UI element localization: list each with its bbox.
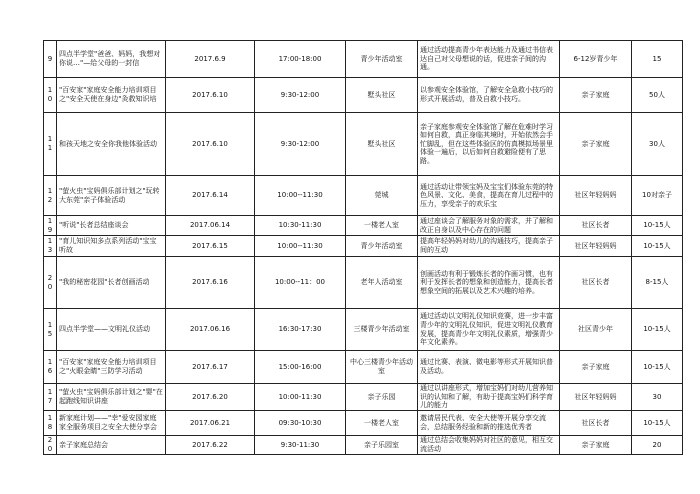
cell-time: 9:30-12:00 <box>255 78 346 113</box>
cell-time: 10:00--11:30 <box>255 176 346 216</box>
cell-target: 社区青少年 <box>560 309 632 351</box>
cell-name: "我的秘密花园"长者创画活动 <box>57 257 166 309</box>
table-row <box>44 176 683 216</box>
cell-name: 亲子家庭总结会 <box>57 436 166 455</box>
table-row <box>44 236 683 257</box>
cell-desc: 通过活动提高青少年表达能力及通过书信表达自己对父母想说的话，促进亲子间的沟通。 <box>418 41 560 78</box>
cell-date: 2017.6.10 <box>166 113 255 176</box>
cell-date: 2017.6.17 <box>166 351 255 384</box>
cell-count: 30人 <box>632 113 683 176</box>
cell-desc: 以参观安全体验馆，了解安全急救小技巧的形式开展活动，普及自救小技巧。 <box>418 78 560 113</box>
table-row <box>44 351 683 384</box>
cell-count: 10-15人 <box>632 309 683 351</box>
cell-time: 15:00-16:00 <box>255 351 346 384</box>
cell-date: 2017.6.10 <box>166 78 255 113</box>
cell-desc: 提高年轻妈妈对幼儿的沟通技巧，提高亲子间的互动 <box>418 236 560 257</box>
cell-place: 墅头社区 <box>346 78 418 113</box>
cell-target: 社区年轻妈妈 <box>560 176 632 216</box>
cell-idx: 20 <box>44 436 57 455</box>
cell-date: 2017.6.16 <box>166 257 255 309</box>
cell-date: 2017.6.9 <box>166 41 255 78</box>
cell-idx: 11 <box>44 113 57 176</box>
table-body <box>44 41 683 455</box>
cell-place: 三楼青少年活动室 <box>346 309 418 351</box>
cell-count: 20 <box>632 436 683 455</box>
cell-date: 2017.6.20 <box>166 384 255 411</box>
table-row <box>44 78 683 113</box>
cell-target: 6-12岁青少年 <box>560 41 632 78</box>
table-row <box>44 216 683 236</box>
cell-time: 10:00--11:30 <box>255 236 346 257</box>
cell-idx: 9 <box>44 41 57 78</box>
cell-target: 亲子家庭 <box>560 351 632 384</box>
cell-idx: 10 <box>44 78 57 113</box>
cell-name: "育儿知识知多点系列活动"宝宝听故 <box>57 236 166 257</box>
cell-date: 2017.06.14 <box>166 216 255 236</box>
cell-place: 一楼老人室 <box>346 216 418 236</box>
cell-idx: 17 <box>44 384 57 411</box>
cell-name: "百安家"家庭安全能力培训项目之"火眼金睛"三防学习活动 <box>57 351 166 384</box>
cell-name: "听说"长者总结座谈会 <box>57 216 166 236</box>
cell-count: 10-15人 <box>632 411 683 436</box>
cell-desc: 通过总结会收集妈妈对社区的意见，相互交流活动 <box>418 436 560 455</box>
cell-count: 15 <box>632 41 683 78</box>
cell-place: 青少年活动室 <box>346 236 418 257</box>
cell-target: 社区长者 <box>560 257 632 309</box>
cell-place: 墅头社区 <box>346 113 418 176</box>
cell-target: 社区长者 <box>560 411 632 436</box>
cell-name: "百安家"家庭安全能力培训项目之"安全天使在身边"灸救知识培 <box>57 78 166 113</box>
cell-name: "萤火虫"宝妈俱乐部计划之"婴"在起跑线知识讲座 <box>57 384 166 411</box>
cell-place: 亲子乐园室 <box>346 436 418 455</box>
cell-count: 50人 <box>632 78 683 113</box>
cell-place: 青少年活动室 <box>346 41 418 78</box>
cell-idx: 16 <box>44 351 57 384</box>
cell-idx: 18 <box>44 411 57 436</box>
cell-place: 莞城 <box>346 176 418 216</box>
cell-idx: 15 <box>44 309 57 351</box>
cell-idx: 12 <box>44 176 57 216</box>
table-row <box>44 436 683 455</box>
cell-name: "萤火虫"宝妈俱乐部计划之"玩转大东莞"亲子体验活动 <box>57 176 166 216</box>
cell-place: 中心三楼青少年活动室 <box>346 351 418 384</box>
cell-time: 10:30-11:30 <box>255 216 346 236</box>
cell-target: 亲子家庭 <box>560 78 632 113</box>
cell-place: 老年人活动室 <box>346 257 418 309</box>
cell-count: 10对亲子 <box>632 176 683 216</box>
table-row <box>44 384 683 411</box>
cell-desc: 通过比赛、表演、微电影等形式开展知识普及活动。 <box>418 351 560 384</box>
table-row <box>44 411 683 436</box>
table-row <box>44 113 683 176</box>
cell-count: 10-15人 <box>632 351 683 384</box>
cell-time: 10:00-11:30 <box>255 384 346 411</box>
cell-target: 社区年轻妈妈 <box>560 384 632 411</box>
cell-count: 10-15人 <box>632 216 683 236</box>
cell-name: 和孩天地之安全你我他体验活动 <box>57 113 166 176</box>
cell-desc: 通过活动以文明礼仪知识竞赛，进一步丰富青少年的文明礼仪知识，促进文明礼仪教育发展，提高青少年文明礼仪素质，增强青少年文化素养。 <box>418 309 560 351</box>
cell-target: 社区长者 <box>560 216 632 236</box>
activity-schedule-table <box>43 40 683 455</box>
cell-count: 10-15人 <box>632 236 683 257</box>
cell-idx: 19 <box>44 216 57 236</box>
cell-desc: 通过以讲座形式，增加宝妈们对幼儿营养知识的认知和了解，有助于提高宝妈们科学育儿的能力 <box>418 384 560 411</box>
table-row <box>44 257 683 309</box>
cell-idx: 13 <box>44 236 57 257</box>
cell-time: 10:00--11：00 <box>255 257 346 309</box>
cell-name: 四点半学堂——文明礼仪活动 <box>57 309 166 351</box>
cell-target: 亲子家庭 <box>560 113 632 176</box>
cell-time: 17:00-18:00 <box>255 41 346 78</box>
cell-date: 2017.6.22 <box>166 436 255 455</box>
cell-name: 四点半学堂"爸爸、妈妈，我想对你说…"—给父母的一封信 <box>57 41 166 78</box>
cell-time: 9:30-12:00 <box>255 113 346 176</box>
cell-desc: 亲子家庭参观安全体验馆了解在危难时学习如何自救，真正身临其境时，开始依然会手忙脚乱，但在这些体验区的仿真模拟场景里体验一遍后，以后如何自救避险便有了思路。 <box>418 113 560 176</box>
cell-desc: 通过活动让带领宝妈及宝宝们体验东莞的特色风景、文化、美食，提高在育儿过程中的压力，享受亲子的欢乐宝 <box>418 176 560 216</box>
cell-place: 一楼老人室 <box>346 411 418 436</box>
cell-idx: 20 <box>44 257 57 309</box>
table-row <box>44 309 683 351</box>
cell-date: 2017.06.16 <box>166 309 255 351</box>
cell-desc: 创画活动有利于锻炼长者的作画习惯，也有利于发挥长者的想象和创造能力，提高长者想象空间的拓展以及艺术兴趣的培养。 <box>418 257 560 309</box>
table-row <box>44 41 683 78</box>
cell-date: 2017.6.15 <box>166 236 255 257</box>
cell-date: 2017.6.14 <box>166 176 255 216</box>
cell-time: 9:30-11:30 <box>255 436 346 455</box>
cell-desc: 通过座谈会了解服务对象的需求，并了解和改正自身以及中心存在的问题 <box>418 216 560 236</box>
cell-target: 社区年轻妈妈 <box>560 236 632 257</box>
cell-count: 30 <box>632 384 683 411</box>
cell-time: 09:30-10:30 <box>255 411 346 436</box>
cell-name: 新家庭计划——"幸"爱安园家庭家全服务项目之安全大使分享会 <box>57 411 166 436</box>
cell-place: 亲子乐园 <box>346 384 418 411</box>
cell-target: 亲子家庭 <box>560 436 632 455</box>
cell-count: 8-15人 <box>632 257 683 309</box>
cell-date: 2017.06.21 <box>166 411 255 436</box>
cell-time: 16:30-17:30 <box>255 309 346 351</box>
cell-desc: 邀请居民代表、安全大使等开展分享交流会，总结服务经验和新的推选优秀者 <box>418 411 560 436</box>
